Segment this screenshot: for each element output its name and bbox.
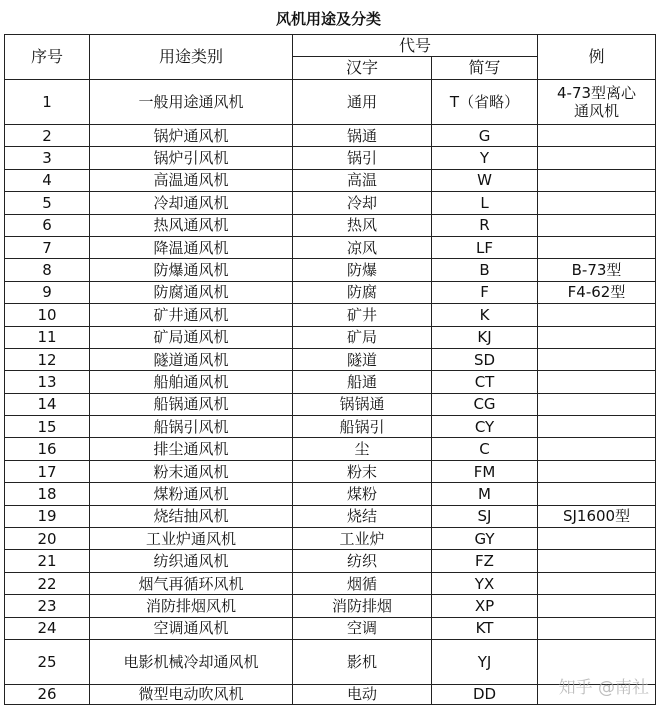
cell-hanzi: 冷却: [293, 192, 432, 214]
cell-no: 12: [5, 348, 90, 370]
cell-category: 纺织通风机: [90, 550, 293, 572]
cell-abbr: XP: [432, 595, 538, 617]
header-example: 例: [538, 35, 656, 80]
table-row: [5, 214, 656, 236]
cell-category: 工业炉通风机: [90, 528, 293, 550]
cell-example: [538, 393, 656, 415]
table-row: [5, 259, 656, 281]
cell-hanzi: 热风: [293, 214, 432, 236]
cell-example: [538, 438, 656, 460]
cell-category: 矿井通风机: [90, 304, 293, 326]
cell-abbr: K: [432, 304, 538, 326]
header-no: 序号: [5, 35, 90, 80]
cell-example: [538, 348, 656, 370]
cell-hanzi: 粉末: [293, 460, 432, 482]
cell-no: 10: [5, 304, 90, 326]
cell-no: 11: [5, 326, 90, 348]
cell-no: 3: [5, 147, 90, 169]
cell-no: 13: [5, 371, 90, 393]
cell-hanzi: 影机: [293, 639, 432, 684]
cell-example: [538, 371, 656, 393]
cell-hanzi: 尘: [293, 438, 432, 460]
cell-abbr: LF: [432, 236, 538, 258]
cell-category: 锅炉通风机: [90, 125, 293, 147]
cell-no: 26: [5, 684, 90, 704]
table-row: [5, 125, 656, 147]
table-row: [5, 505, 656, 527]
cell-abbr: KT: [432, 617, 538, 639]
fan-classification-table: [4, 34, 656, 705]
cell-hanzi: 锅通: [293, 125, 432, 147]
table-row: [5, 169, 656, 191]
table-row: [5, 304, 656, 326]
cell-category: 烟气再循环风机: [90, 572, 293, 594]
cell-hanzi: 煤粉: [293, 483, 432, 505]
cell-category: 船锅通风机: [90, 393, 293, 415]
cell-category: 高温通风机: [90, 169, 293, 191]
cell-abbr: GY: [432, 528, 538, 550]
table-row: [5, 147, 656, 169]
cell-category: 降温通风机: [90, 236, 293, 258]
cell-no: 20: [5, 528, 90, 550]
cell-example: [538, 483, 656, 505]
cell-abbr: M: [432, 483, 538, 505]
cell-example: [538, 236, 656, 258]
cell-no: 15: [5, 416, 90, 438]
cell-example: [538, 304, 656, 326]
cell-abbr: YX: [432, 572, 538, 594]
cell-hanzi: 锅锅通: [293, 393, 432, 415]
cell-abbr: R: [432, 214, 538, 236]
cell-abbr: YJ: [432, 639, 538, 684]
table-row: [5, 326, 656, 348]
cell-hanzi: 船锅引: [293, 416, 432, 438]
cell-hanzi: 纺织: [293, 550, 432, 572]
cell-category: 防爆通风机: [90, 259, 293, 281]
cell-example: [538, 326, 656, 348]
cell-example: [538, 617, 656, 639]
watermark: 知乎 @南社: [558, 678, 649, 698]
cell-no: 24: [5, 617, 90, 639]
header-abbr: 简写: [432, 57, 538, 80]
cell-no: 6: [5, 214, 90, 236]
cell-hanzi: 烟循: [293, 572, 432, 594]
cell-example: [538, 169, 656, 191]
table-row: [5, 460, 656, 482]
cell-no: 14: [5, 393, 90, 415]
cell-abbr: CT: [432, 371, 538, 393]
cell-category: 隧道通风机: [90, 348, 293, 370]
cell-hanzi: 高温: [293, 169, 432, 191]
table-row: [5, 617, 656, 639]
cell-abbr: SD: [432, 348, 538, 370]
cell-hanzi: 消防排烟: [293, 595, 432, 617]
header-hanzi: 汉字: [293, 57, 432, 80]
cell-example: [538, 550, 656, 572]
cell-category: 船锅引风机: [90, 416, 293, 438]
cell-example: [538, 460, 656, 482]
cell-no: 5: [5, 192, 90, 214]
table-row: [5, 192, 656, 214]
cell-example: [538, 214, 656, 236]
table-row: [5, 348, 656, 370]
cell-category: 空调通风机: [90, 617, 293, 639]
cell-hanzi: 矿井: [293, 304, 432, 326]
cell-no: 19: [5, 505, 90, 527]
cell-hanzi: 隧道: [293, 348, 432, 370]
cell-abbr: CY: [432, 416, 538, 438]
cell-example: [538, 572, 656, 594]
table-row: [5, 483, 656, 505]
cell-example: F4-62型: [538, 281, 656, 303]
cell-abbr: CG: [432, 393, 538, 415]
cell-category: 船舶通风机: [90, 371, 293, 393]
cell-no: 17: [5, 460, 90, 482]
cell-hanzi: 工业炉: [293, 528, 432, 550]
cell-category: 电影机械冷却通风机: [90, 639, 293, 684]
cell-category: 矿局通风机: [90, 326, 293, 348]
cell-abbr: C: [432, 438, 538, 460]
cell-category: 锅炉引风机: [90, 147, 293, 169]
cell-no: 16: [5, 438, 90, 460]
cell-category: 微型电动吹风机: [90, 684, 293, 704]
cell-hanzi: 电动: [293, 684, 432, 704]
cell-hanzi: 防腐: [293, 281, 432, 303]
cell-hanzi: 矿局: [293, 326, 432, 348]
cell-abbr: DD: [432, 684, 538, 704]
cell-hanzi: 防爆: [293, 259, 432, 281]
table-row: [5, 371, 656, 393]
cell-abbr: KJ: [432, 326, 538, 348]
table-title: 风机用途及分类: [275, 10, 381, 28]
cell-example: [538, 192, 656, 214]
table-row: [5, 550, 656, 572]
cell-category: 烧结抽风机: [90, 505, 293, 527]
cell-no: 9: [5, 281, 90, 303]
cell-category: 防腐通风机: [90, 281, 293, 303]
cell-no: 23: [5, 595, 90, 617]
header-code: 代号: [293, 35, 538, 57]
cell-no: 21: [5, 550, 90, 572]
cell-no: 4: [5, 169, 90, 191]
cell-no: 18: [5, 483, 90, 505]
cell-category: 排尘通风机: [90, 438, 293, 460]
table-row: [5, 80, 656, 125]
cell-example: [538, 528, 656, 550]
cell-example: 4-73型离心通风机: [538, 80, 656, 125]
cell-abbr: B: [432, 259, 538, 281]
cell-category: 粉末通风机: [90, 460, 293, 482]
cell-category: 消防排烟风机: [90, 595, 293, 617]
cell-category: 煤粉通风机: [90, 483, 293, 505]
cell-abbr: T（省略）: [432, 80, 538, 125]
table-row: [5, 528, 656, 550]
cell-hanzi: 通用: [293, 80, 432, 125]
cell-category: 一般用途通风机: [90, 80, 293, 125]
cell-example: SJ1600型: [538, 505, 656, 527]
cell-no: 7: [5, 236, 90, 258]
cell-abbr: W: [432, 169, 538, 191]
table-row: [5, 236, 656, 258]
table-row: [5, 393, 656, 415]
cell-abbr: L: [432, 192, 538, 214]
cell-abbr: FZ: [432, 550, 538, 572]
table-row: [5, 595, 656, 617]
cell-hanzi: 船通: [293, 371, 432, 393]
cell-no: 2: [5, 125, 90, 147]
cell-hanzi: 锅引: [293, 147, 432, 169]
cell-no: 8: [5, 259, 90, 281]
cell-example: [538, 147, 656, 169]
table-row: [5, 416, 656, 438]
table-row: [5, 572, 656, 594]
cell-no: 25: [5, 639, 90, 684]
cell-example: [538, 416, 656, 438]
cell-no: 1: [5, 80, 90, 125]
cell-example: B-73型: [538, 259, 656, 281]
cell-hanzi: 烧结: [293, 505, 432, 527]
cell-abbr: SJ: [432, 505, 538, 527]
cell-hanzi: 空调: [293, 617, 432, 639]
cell-abbr: G: [432, 125, 538, 147]
table-row: [5, 438, 656, 460]
cell-example: [538, 125, 656, 147]
header-category: 用途类别: [90, 35, 293, 80]
cell-no: 22: [5, 572, 90, 594]
table-row: [5, 281, 656, 303]
cell-hanzi: 凉风: [293, 236, 432, 258]
cell-category: 热风通风机: [90, 214, 293, 236]
cell-category: 冷却通风机: [90, 192, 293, 214]
cell-abbr: FM: [432, 460, 538, 482]
cell-abbr: Y: [432, 147, 538, 169]
cell-abbr: F: [432, 281, 538, 303]
cell-example: [538, 595, 656, 617]
